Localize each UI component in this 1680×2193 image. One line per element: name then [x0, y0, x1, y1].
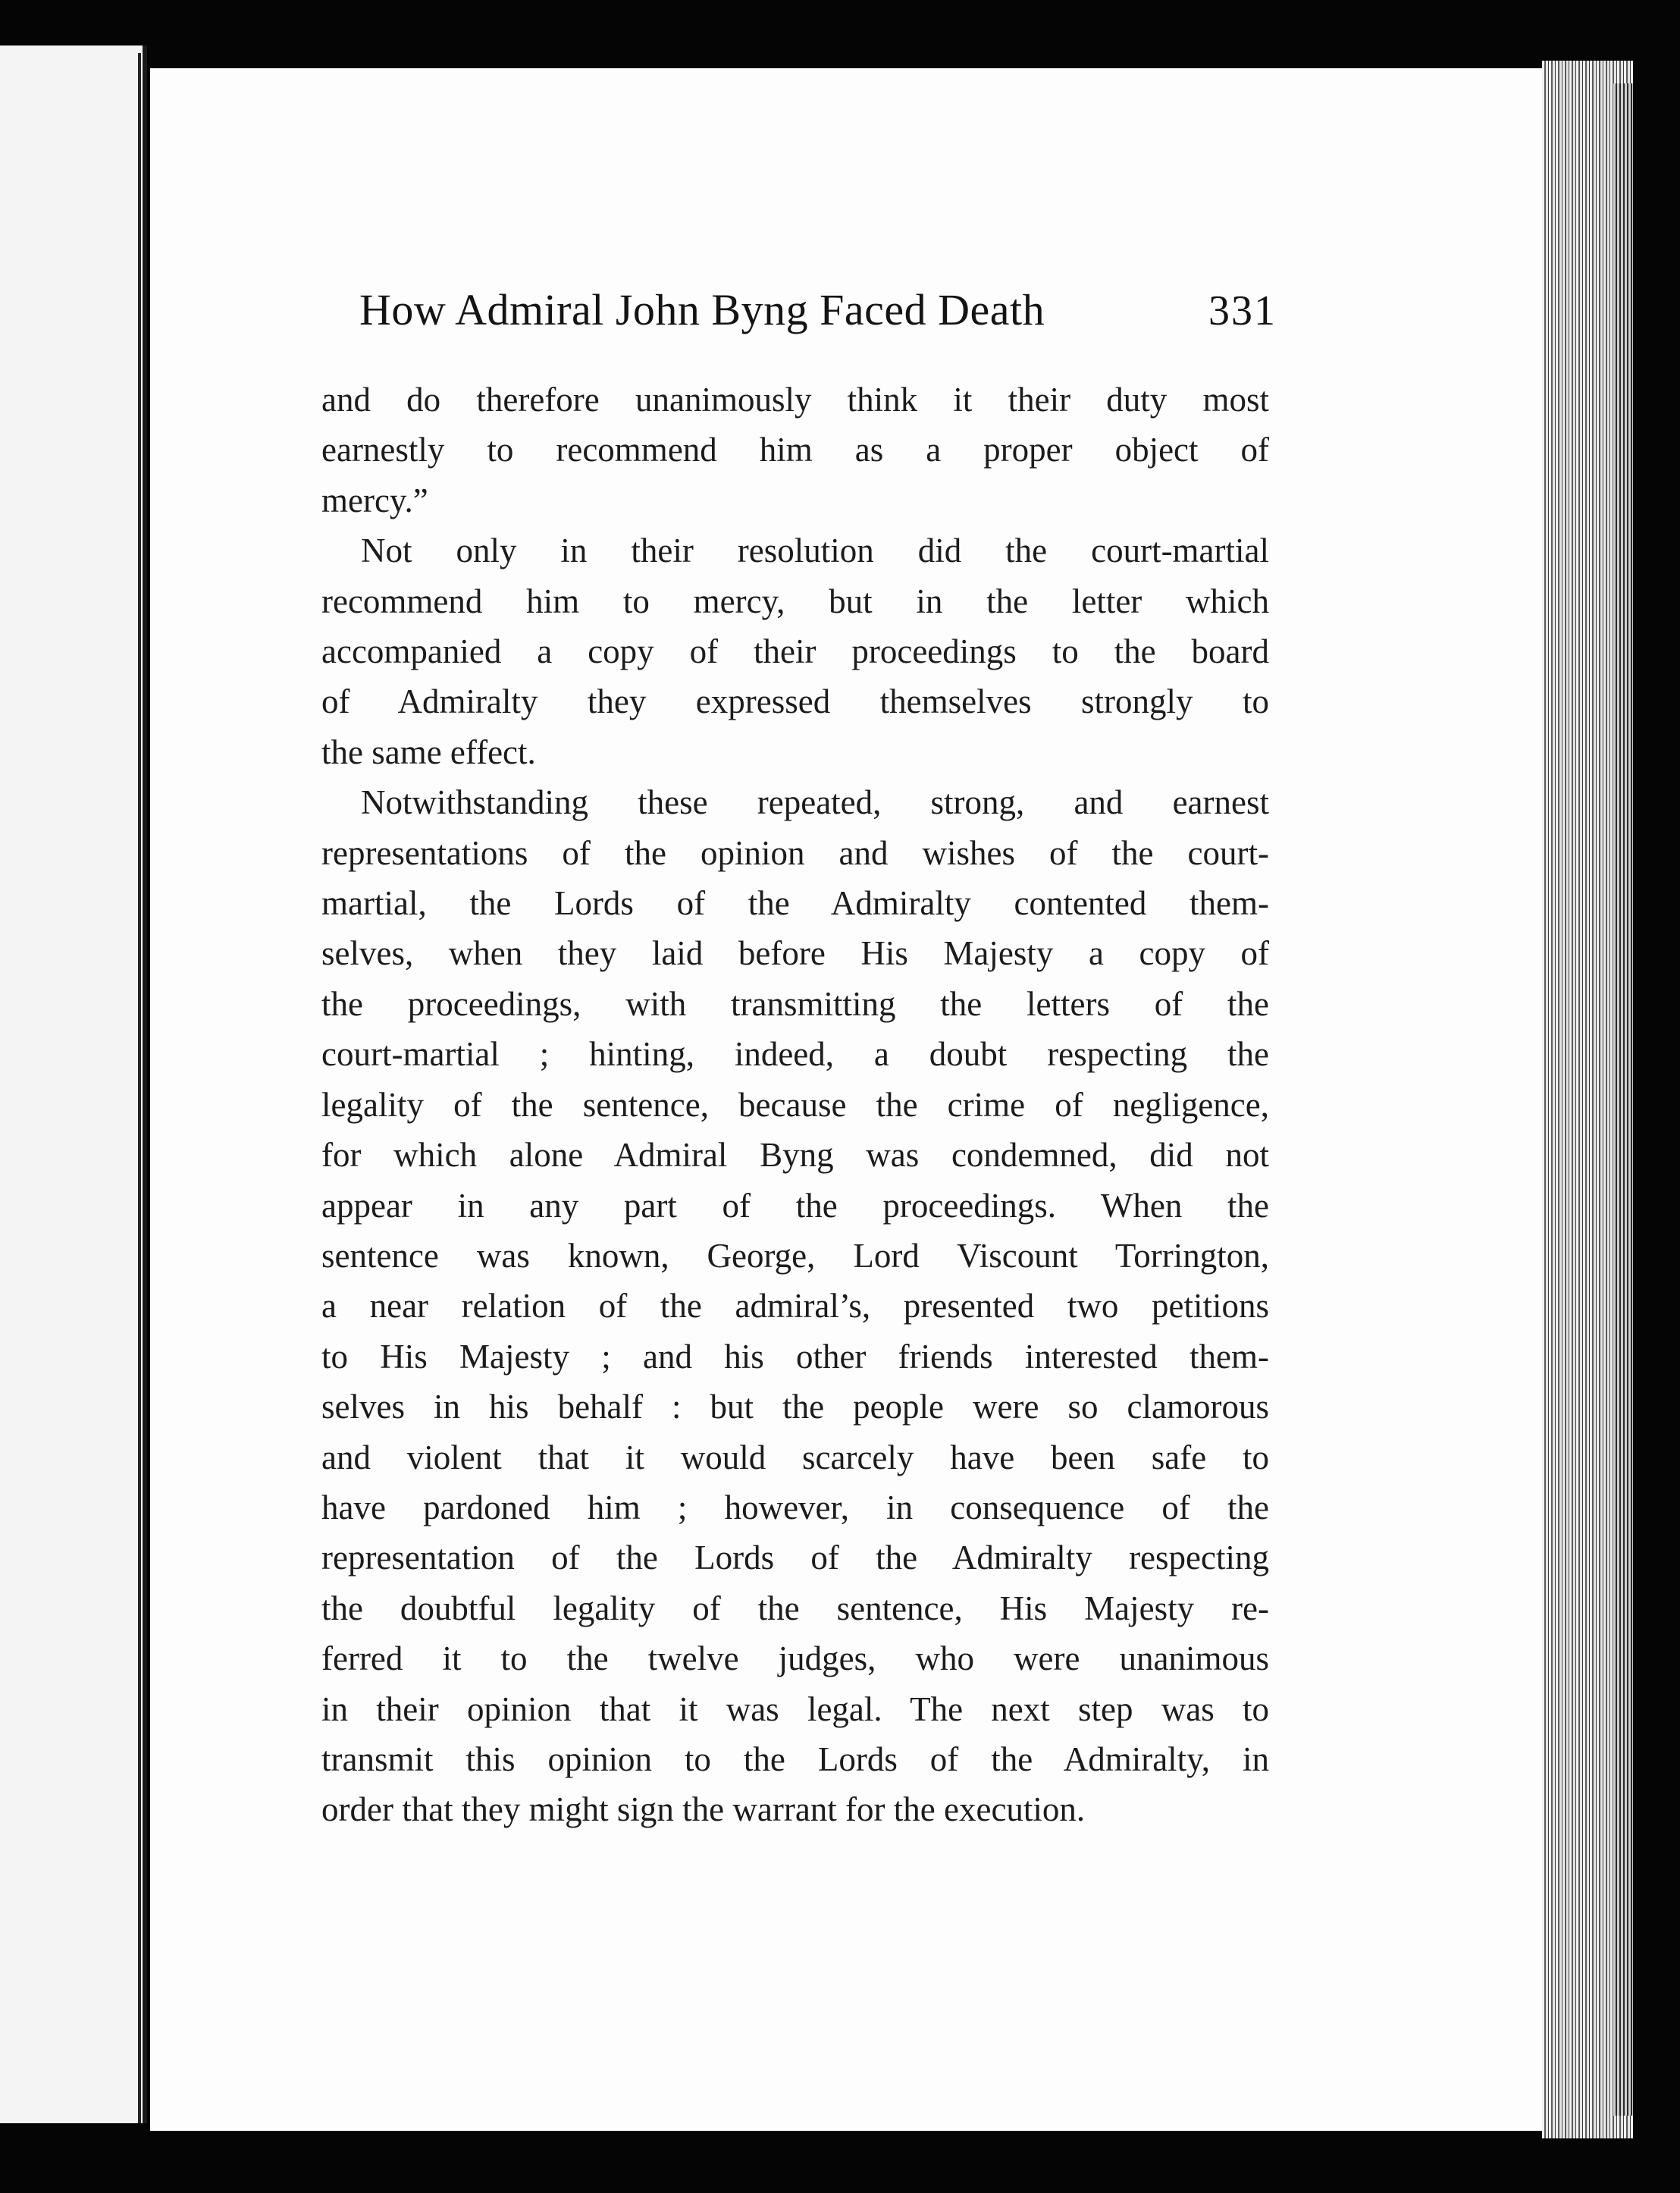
text-line: and do therefore unanimously think it their duty most — [321, 381, 1269, 419]
text-line: transmit this opinion to the Lords of the Admiralty, in — [321, 1740, 1269, 1778]
paragraph — [321, 526, 1269, 777]
text-line: the same effect. — [321, 733, 536, 771]
text-line: recommend him to mercy, but in the letter which — [321, 582, 1269, 620]
text-line: order that they might sign the warrant for the execution. — [321, 1790, 1086, 1829]
paragraph — [321, 375, 1269, 526]
text-line: court-martial ; hinting, indeed, a doubt respecting the — [321, 1035, 1269, 1074]
text-line: and violent that it would scarcely have been safe to — [321, 1438, 1269, 1476]
text-line: a near relation of the admiral’s, presented two petitions — [321, 1287, 1269, 1326]
text-line: Not only in their resolution did the court-martial — [361, 532, 1269, 570]
text-line: of Admiralty they expressed themselves strongly to — [321, 682, 1269, 721]
text-line: have pardoned him ; however, in consequence of the — [321, 1488, 1269, 1526]
text-line: ferred it to the twelve judges, who were unanimous — [321, 1639, 1269, 1678]
text-line: appear in any part of the proceedings. When the — [321, 1186, 1269, 1225]
text-line: in their opinion that it was legal. The next step was to — [321, 1689, 1269, 1728]
text-line: earnestly to recommend him as a proper object of — [321, 431, 1269, 469]
text-line: selves, when they laid before His Majesty a copy of — [321, 934, 1269, 973]
gutter-shadow — [138, 53, 141, 2123]
text-line: the proceedings, with transmitting the letters of the — [321, 984, 1269, 1023]
text-line: mercy.” — [321, 481, 428, 519]
body-text — [321, 375, 1269, 1835]
page-number: 331 — [1208, 287, 1277, 334]
text-line: for which alone Admiral Byng was condemned, did not — [321, 1136, 1269, 1175]
text-line: Notwithstanding these repeated, strong, and earnest — [361, 783, 1269, 822]
text-line: the doubtful legality of the sentence, His Majesty re- — [321, 1589, 1269, 1627]
text-line: representation of the Lords of the Admiralty respecting — [321, 1539, 1269, 1577]
running-title: How Admiral John Byng Faced Death — [359, 285, 1045, 334]
facing-page-edge — [0, 45, 147, 2123]
paragraph — [321, 777, 1269, 1835]
text-line: sentence was known, George, Lord Viscount Torrington, — [321, 1236, 1269, 1275]
text-line: representations of the opinion and wishes of the court- — [321, 833, 1269, 872]
text-line: to His Majesty ; and his other friends interested them- — [321, 1337, 1269, 1376]
running-head — [359, 284, 1277, 353]
text-line: accompanied a copy of their proceedings to the board — [321, 632, 1269, 671]
text-line: legality of the sentence, because the crime of negligence, — [321, 1085, 1269, 1124]
page-block-outer-edges — [1613, 83, 1633, 2116]
text-line: selves in his behalf : but the people were so clamorous — [321, 1388, 1269, 1426]
text-line: martial, the Lords of the Admiralty contented them- — [321, 884, 1269, 923]
